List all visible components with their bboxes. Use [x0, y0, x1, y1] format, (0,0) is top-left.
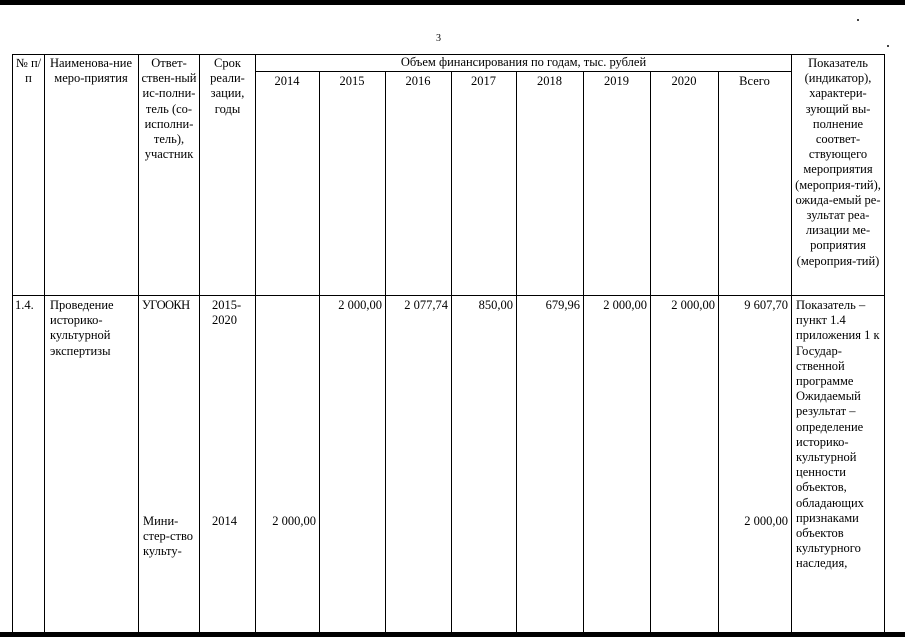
scan-mark: [887, 45, 889, 47]
value-cell: 2 000,00: [671, 298, 715, 312]
col-line: [199, 54, 200, 636]
col-line: [385, 71, 386, 636]
financing-table: [12, 54, 884, 636]
col-line: [583, 71, 584, 636]
col-line: [884, 54, 885, 636]
scan-mark: [857, 19, 859, 21]
header-total: Всего: [739, 74, 770, 88]
value-cell: 2 000,00: [338, 298, 382, 312]
value-cell: 2 000,00: [272, 514, 316, 528]
col-line: [791, 54, 792, 636]
col-line: [12, 54, 13, 636]
col-line: [451, 71, 452, 636]
financing-header-line: [255, 71, 791, 72]
total-cell: 2 000,00: [744, 514, 788, 528]
row-executor: УГООКН: [142, 298, 190, 312]
header-year: 2015: [339, 74, 365, 88]
header-year: 2018: [537, 74, 562, 88]
total-cell: 9 607,70: [744, 298, 788, 312]
header-indicator: Показатель (индикатор), характери-зующий вы-полнение соответ-ствующего мероприятия (мероприя-тий), ожида-емый ре-зультат реа-лизации ме-роприятия (мероприя-тий): [795, 56, 881, 268]
header-executor: Ответ-ствен-ный ис-полни-тель (со-исполни-тель), участник: [141, 56, 197, 162]
row-term: 2015-2020: [212, 298, 242, 328]
col-line: [138, 54, 139, 636]
header-year: 2019: [604, 74, 629, 88]
header-year: 2014: [274, 74, 300, 88]
top-border: [0, 0, 905, 5]
header-name: Наименова-ние меро-приятия: [49, 56, 133, 86]
header-year: 2016: [405, 74, 431, 88]
page-number: 3: [436, 33, 441, 44]
row-executor: Мини-стер-ство культу-: [143, 514, 194, 559]
row-num: 1.4.: [15, 298, 34, 312]
header-num: № п/п: [15, 56, 42, 86]
row-name: Проведение историко-культурной экспертизы: [50, 298, 114, 358]
col-line: [718, 71, 719, 636]
bottom-border: [0, 632, 905, 637]
col-line: [516, 71, 517, 636]
value-cell: 2 077,74: [404, 298, 448, 312]
value-cell: 850,00: [478, 298, 513, 312]
row-indicator: Показатель – пункт 1.4 приложения 1 к Государ-ственной программе Ожидаемый результат – определение историко-культурной ценности объектов, обладающих признаками объектов культурного наследия,: [796, 298, 880, 571]
value-cell: 2 000,00: [603, 298, 647, 312]
col-line: [255, 54, 256, 636]
header-term: Срок реали-зации, годы: [210, 56, 245, 116]
header-bottom-line: [12, 295, 885, 296]
col-line: [319, 71, 320, 636]
header-financing: Объем финансирования по годам, тыс. рублей: [400, 55, 647, 69]
header-year: 2017: [471, 74, 496, 88]
header-year: 2020: [671, 74, 697, 88]
col-line: [650, 71, 651, 636]
value-cell: 679,96: [545, 298, 580, 312]
row-term: 2014: [212, 514, 237, 528]
col-line: [44, 54, 45, 636]
